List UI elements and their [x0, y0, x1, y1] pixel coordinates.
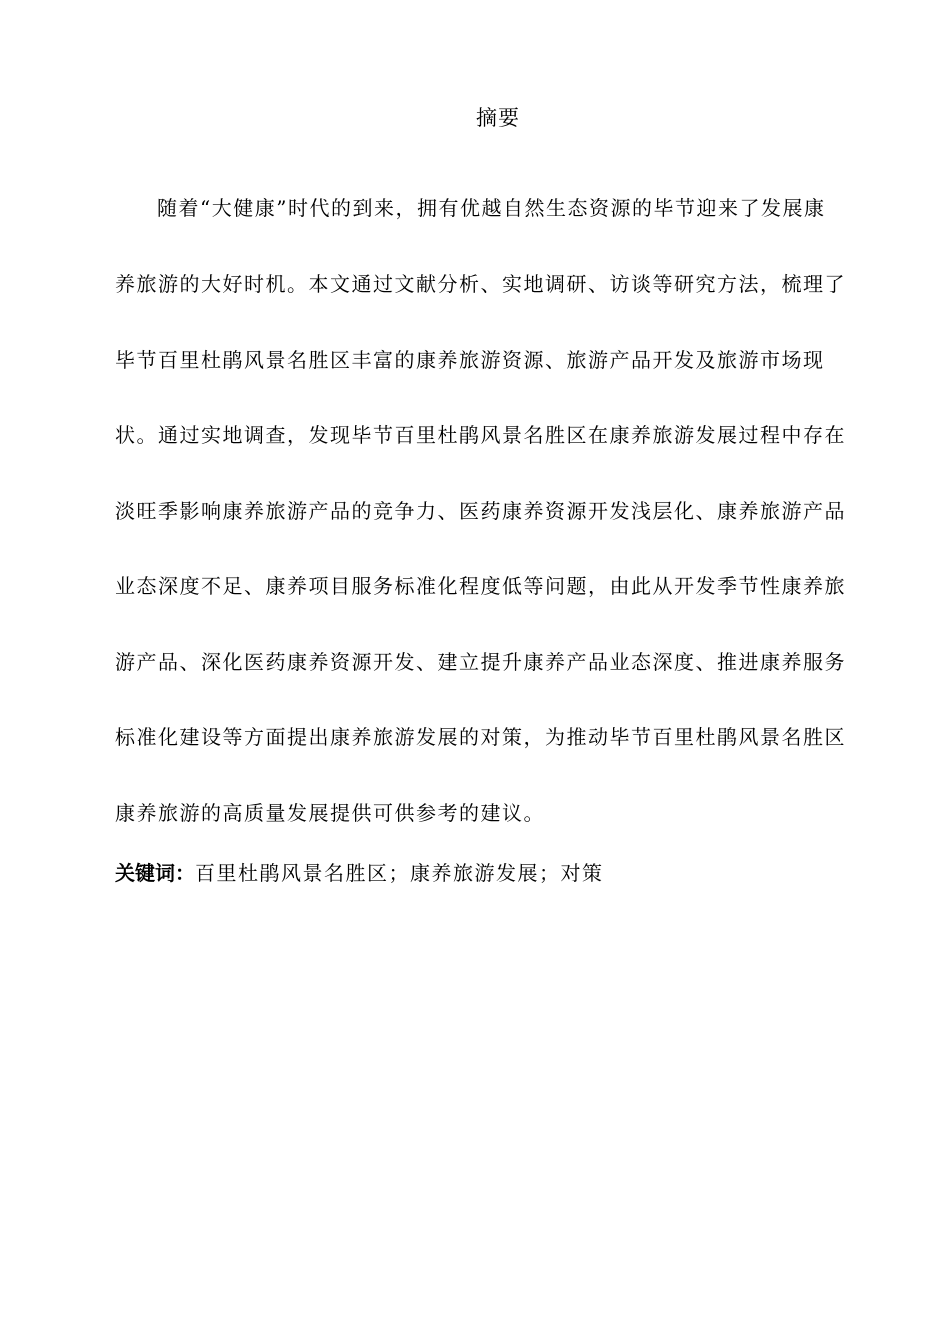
- abstract-title: 摘要: [476, 106, 520, 130]
- abstract-line-1: 随着“大健康”时代的到来，拥有优越自然生态资源的毕节迎来了发展康: [157, 196, 826, 220]
- abstract-line-9: 康养旅游的高质量发展提供可供参考的建议。: [115, 801, 545, 825]
- abstract-line-6: 业态深度不足、康养项目服务标准化程度低等问题，由此从开发季节性康养旅: [115, 574, 846, 598]
- abstract-line-4: 状。通过实地调查，发现毕节百里杜鹃风景名胜区在康养旅游发展过程中存在: [115, 423, 846, 447]
- keywords-label: 关键词：: [115, 861, 195, 885]
- keywords-row: [115, 859, 604, 887]
- abstract-line-7: 游产品、深化医药康养资源开发、建立提升康养产品业态深度、推进康养服务: [115, 650, 846, 674]
- abstract-line-8: 标准化建设等方面提出康养旅游发展的对策，为推动毕节百里杜鹃风景名胜区: [115, 725, 846, 749]
- keywords-text: 百里杜鹃风景名胜区；康养旅游发展；对策: [195, 861, 604, 885]
- abstract-line-2: 养旅游的大好时机。本文通过文献分析、实地调研、访谈等研究方法，梳理了: [115, 272, 846, 296]
- abstract-line-5: 淡旺季影响康养旅游产品的竞争力、医药康养资源开发浅层化、康养旅游产品: [115, 499, 846, 523]
- abstract-line-3: 毕节百里杜鹃风景名胜区丰富的康养旅游资源、旅游产品开发及旅游市场现: [115, 348, 825, 372]
